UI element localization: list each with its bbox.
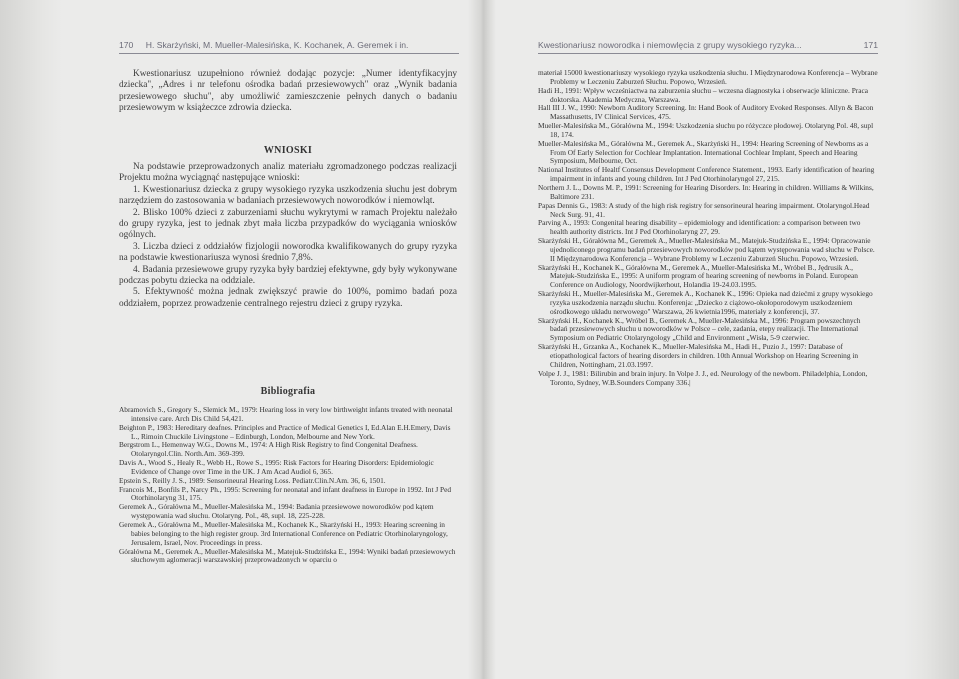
bibliography-entry: National Institutes of Healtf Consensus Development Conference Statement., 1993. Early identification of hearing impairment in infants and young children. Int J Ped Otorhinolaryngol 27, 215. [538, 165, 875, 184]
bibliography-entry: materiał 15000 kwestionariuszy wysokiego ryzyka uszkodzenia słuchu. I Międzynarodowa Konferencja – Wybrane Problemy w Leczeniu Zaburzeń Słuchu. Popowo, Wrzesień. [538, 68, 878, 86]
bibliography-entry: Skarżyński H., Mueller-Malesińska M., Geremek A., Kochanek K., 1996: Opieka nad dziećmi z grupy wysokiego ryzyka uszkodzenia narządu słuchu. Konferenja: „Dziecko z ciążowo-okołoporodowym uszkodzeniem ośrodkowego układu nerwowego" Warszawa, 26 kwietnia1996, materiały z konferencji, 37. [538, 289, 873, 316]
right-head-rule [538, 53, 878, 54]
conclusions-block [119, 162, 457, 310]
bibliography-entry: Bergstrom L., Hemenway W.G., Downs M., 1974: A High Risk Registry to find Congenital Deafness. Otolaryngol.Clin. North.Am. 369-399. [119, 440, 418, 459]
book-gutter [468, 0, 496, 679]
bibliography-entry: Davis A., Wood S., Healy R., Webb H., Rowe S., 1995: Risk Factors for Hearing Disorders: Epidemiologic Evidence of Change over Time in the UK. J Am Acad Audiol 6, 365. [119, 458, 434, 476]
left-head-rule [119, 53, 459, 54]
bibliography-entry: Górałówna M., Geremek A., Mueller-Malesińska M., Matejuk-Studzińska E., 1994: Wyniki badań przesiewowych słuchowym aglomeracji warszawskiej przeprowadzonych w oparciu o [119, 546, 456, 565]
right-page-edge [904, 0, 959, 679]
conclusion-item: 1. Kwestionariusz dziecka z grupy wysokiego ryzyka uszkodzenia słuchu jest dobrym narzędziem do zastosowania w badaniach przesiewowych noworodków i niemowląt. [119, 184, 457, 207]
conclusion-item: 3. Liczba dzieci z oddziałów fizjologii noworodka kwalifikowanych do grupy ryzyka na podstawie kwestionariusza wynosi średnio 7,8%. [119, 241, 457, 264]
left-page-edge [0, 0, 62, 679]
bibliography-entry: Geremek A., Górałówna M., Mueller-Malesińska M., 1994: Badania przesiewowe noworodków pod kątem występowania wad słuchu. Otolaryng. Pol., 48, supl. 18, 225-228. [119, 502, 434, 521]
right-bibliography [538, 69, 878, 387]
conclusion-item: 2. Blisko 100% dzieci z zaburzeniami słuchu wykrytymi w ramach Projektu należało do grupy ryzyka, jest to jednak zbyt mała liczba przypadków do wyciągania wniosków ogólnych. [119, 207, 457, 241]
right-page-number: 171 [863, 40, 878, 50]
right-page [496, 0, 904, 679]
bibliography-entry: Skarżyński H., Górałówna M., Geremek A., Mueller-Malesińska M., Matejuk-Studzińska E., 1994: Opracowanie ujednoliconego programu badań przesiewowych noworodków pod kątem występowania wad słuchu w Polsce. II Międzynarodowa Konferencja – Wybrane Problemy w Leczeniu Zaburzeń Słuchu. Popowo, Wrzesień. [538, 236, 875, 263]
bibliography-entry: Volpe J. J., 1981: Bilirubin and brain injury. In Volpe J. J., ed. Neurology of the newborn. Philadelphia, London, Toronto, Sydney, W.B.Sounders Company 336.| [538, 368, 868, 387]
bibliography-entry: Skarżyński H., Kochanek K., Górałówna M., Geremek A., Mueller-Malesińska M., Wróbel B., Jędrusik A., Matejuk-Studzińska E., 1995: A uniform program of hearing screening of newborns in Poland. European Conference on Audiology, Noordwijkerhout, Holandia 19-24.03.1995. [538, 262, 858, 290]
bibliography-entry: Skarżyński H., Kochanek K., Wróbel B., Geremek A., Mueller-Malesińska M., 1996: Program powszechnych badań przesiewowych słuchu u noworodków w Polsce – cele, zadania, etepy realizacji. The International Symposium on Pediatric Otolaryngology „Child and Environment „Wisła, 5-9 czerwiec. [538, 315, 861, 343]
left-running-head-title: H. Skarżyński, M. Mueller-Malesińska, K. Kochanek, A. Geremek i in. [145, 40, 409, 50]
left-page [62, 0, 468, 679]
conclusions-lead: Na podstawie przeprowadzonych analiz materiału zgromadzonego podczas realizacji Projektu można wyciągnąć następujące wnioski: [119, 162, 457, 184]
bibliography-entry: Parving A., 1993: Congenital hearing disability – epidemiology and identification: a comparison between two health authority districts. Int J Ped Otorhinolaryng 27, 29. [538, 218, 861, 237]
bibliography-entry: Hall III J. W., 1990: Newborn Auditory Screening. In: Hand Book of Auditory Evoked Responses. Allyn & Bacon Massathusetts, IV Clinical Services, 475. [538, 103, 874, 122]
bibliography-entry: Mueller-Malesińska M., Górałówna M., Geremek A., Skarżyński H., 1994: Hearing Screening of Newborns as a From Of Early Selection for Cochlear Implantation. International Cochlear Implant, Speech and Hearing Symposium, Melbourne, Oct. [538, 138, 869, 166]
intro-paragraph: Kwestionariusz uzupełniono również dodając pozycje: „Numer identyfikacyjny dziecka", „Adres i nr telefonu ośrodka badań przesiewowych" oraz „Wynik badania przesiewowego słuchu", aby umożliwić zamieszczenie pełnych danych o badaniu przesiewowym w książeczce zdrowia dziecka. [119, 69, 457, 114]
bibliography-entry: Northern J. L., Downs M. P., 1991: Screening for Hearing Disorders. In: Hearing in children. Williams & Wilkins, Baltimore 231. [538, 182, 874, 201]
bibliography-entry: Mueller-Malesińska M., Górałówna M., 1994: Uszkodzenia słuchu po różyczce płodowej. Otolaryng Pol. 48, supl 18, 174. [538, 121, 874, 139]
bibliography-entry: Epstein S., Reilly J. S., 1989: Sensorineural Hearing Loss. Pediatr.Clin.N.Am. 36, 6, 1501. [119, 475, 386, 485]
left-running-head [119, 40, 459, 50]
conclusion-item: 5. Efektywność można jednak zwiększyć prawie do 100%, pomimo badań poza oddziałem, poprzez prowadzenie centralnego rejestru dzieci z grupy ryzyka. [119, 287, 457, 309]
bibliography-entry: Skarżyński H., Grzanka A., Kochanek K., Mueller-Malesińska M., Hadi H., Puzio J., 1997: Database of etiopathological factors of hearing disorders in children. 10th Annual Workshop on Hearing Screening in Children, Nottingham, 21.03.1997. [538, 342, 859, 369]
left-page-number: 170 [119, 40, 134, 50]
conclusions-heading: WNIOSKI [263, 145, 313, 156]
left-bibliography [119, 406, 457, 565]
bibliography-entry: Hadi H., 1991: Wpływ wcześniactwa na zaburzenia słuchu – wczesna diagnostyka i obserwacje kliniczne. Praca doktorska. Akademia Medyczna, Warszawa. [538, 85, 869, 104]
intro-paragraph-block [119, 69, 457, 115]
conclusion-item: 4. Badania przesiewowe grupy ryzyka były bardziej efektywne, gdy były wykonywane podczas pobytu dziecka na oddziale. [119, 264, 457, 287]
bibliography-entry: Geremek A., Górałówna M., Mueller-Malesińska M., Kochanek K., Skarżyński H., 1993: Hearing screening in babies belonging to the high register group. 3rd International Conference on Pediatric Otorhinolaryngology, Jerusalem, Israel, Nov. Proceedings in press. [119, 519, 448, 547]
bibliography-entry: Abramovich S., Gregory S., Slemick M., 1979: Hearing loss in very low birthweight infants treated with neonatal intensive care. Arch Dis Child 54,421. [119, 405, 453, 423]
bibliography-entry: Beighton P., 1983: Hereditary deafnes. Principles and Practice of Medical Genetics I, Ed.Alan E.H.Emery, Davis L., Rimoin Chuckile Livingstone – Edinburgh, London, Melbourne and New York. [119, 422, 451, 441]
bibliography-entry: Francois M., Bonfils P., Narcy Ph., 1995: Screening for neonatal and infant deafness in Europe in 1992. Int J Ped Otorhinolaryng 31, 175. [119, 484, 452, 503]
right-running-head-title: Kwestionariusz noworodka i niemowlęcia z grupy wysokiego ryzyka... [538, 40, 802, 50]
bibliography-entry: Papas Dennis G., 1983: A study of the high risk registry for sensorineural hearing impairment. Otolaryngol.Head Neck Surg. 91, 41. [538, 200, 870, 219]
bibliography-heading: Bibliografia [260, 386, 316, 397]
